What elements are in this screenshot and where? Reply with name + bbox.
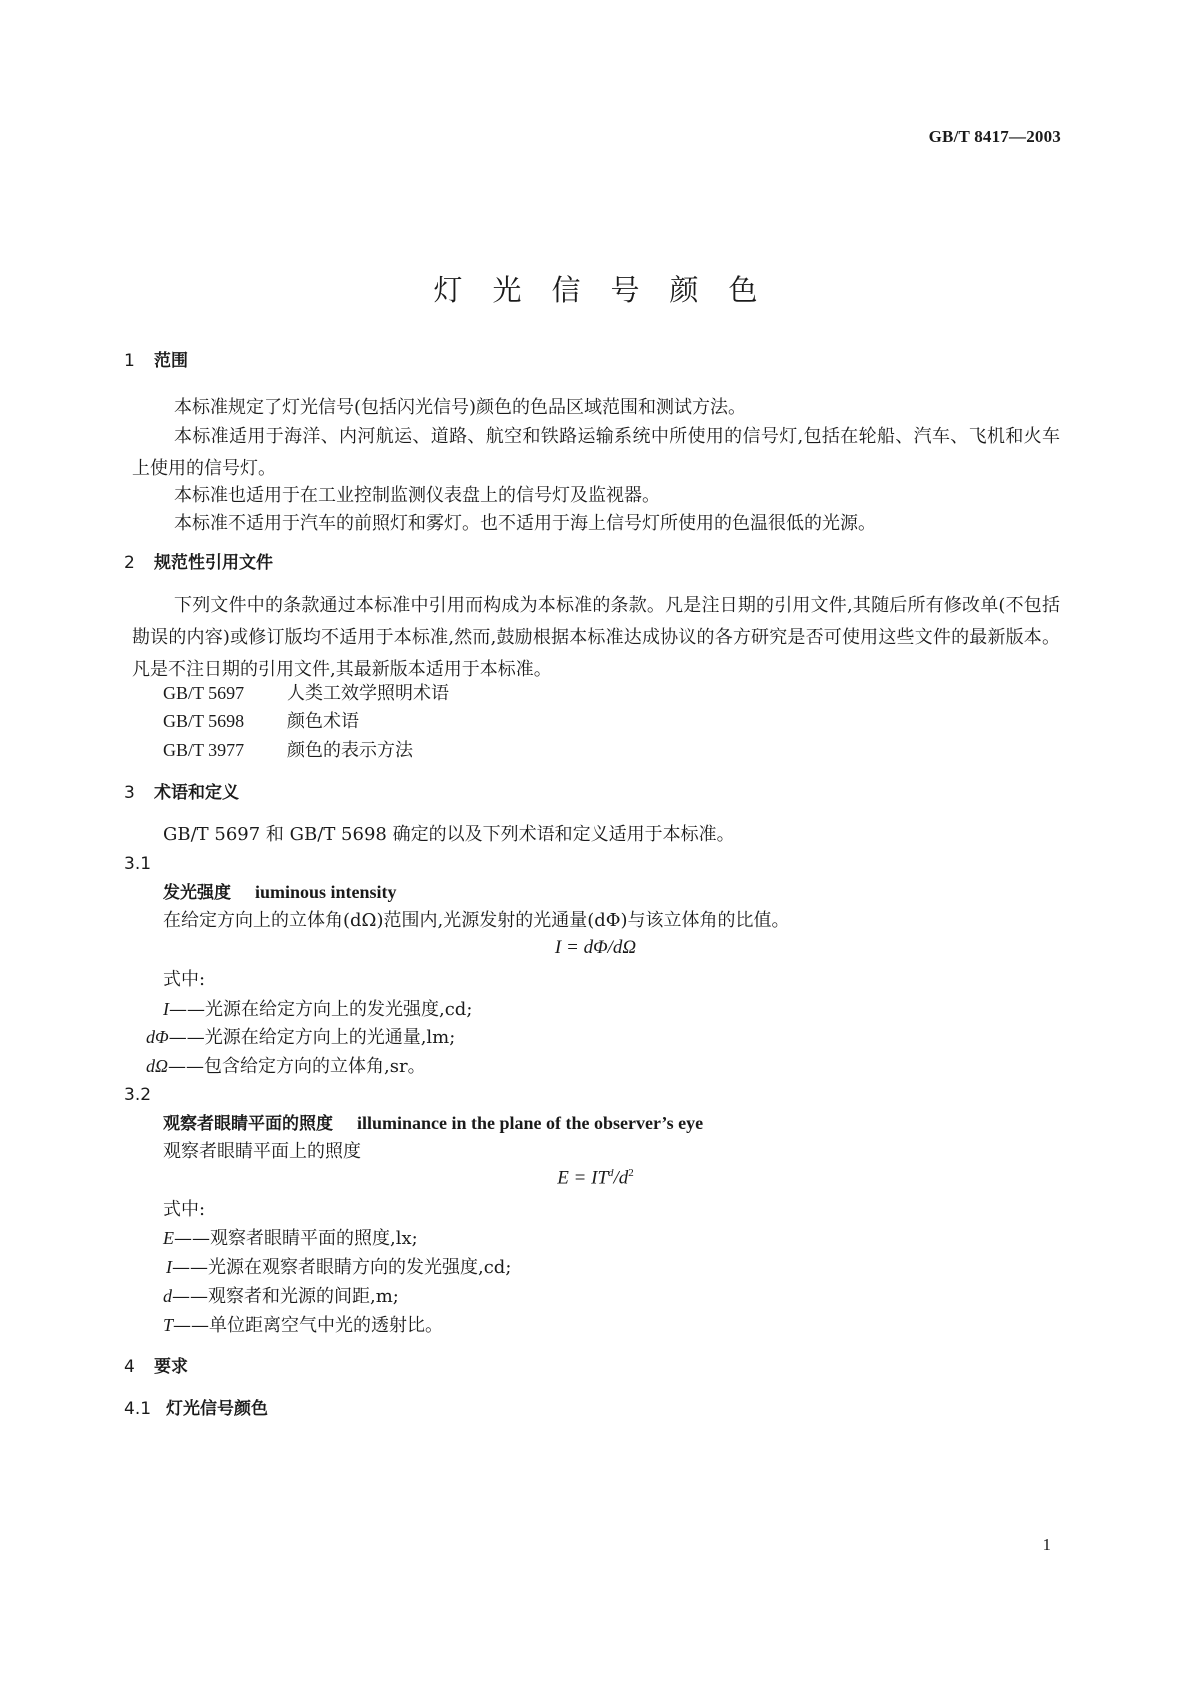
reference-item [163,737,413,764]
term-en: iuminous intensity [255,882,397,902]
subsection-4-1-heading [124,1396,268,1422]
formula-exponent: d [608,1167,614,1179]
section-title: 范围 [154,351,188,371]
symbol-description: ——观察者和光源的间距,m; [172,1286,399,1307]
term-heading [163,1110,703,1137]
symbol: E [163,1228,174,1248]
symbol-definition [163,1225,418,1252]
section-title: 术语和定义 [154,783,239,803]
standard-code: GB/T 8417—2003 [928,127,1061,146]
symbol: T [163,1315,174,1335]
section-2-heading [124,550,273,576]
symbol-description: ——观察者眼睛平面的照度,lx; [174,1228,418,1249]
symbol-description: ——单位距离空气中光的透射比。 [173,1315,444,1336]
where-label: 式中: [163,969,206,990]
symbol-description: ——光源在给定方向上的发光强度,cd; [169,999,473,1020]
formula-base: E = IT [557,1167,609,1189]
reference-name: 人类工效学照明术语 [287,683,449,704]
symbol-definition [146,1024,455,1051]
reference-code: GB/T 3977 [163,740,245,760]
section-3-heading [124,780,239,806]
section-2-paragraph: 下列文件中的条款通过本标准中引用而构成为本标准的条款。凡是注日期的引用文件,其随后所有修改单(不包括勘误的内容)或修订版均不适用于本标准,然而,鼓励根据本标准达成协议的各方研究是否可使用这些文件的最新版本。凡是不注日期的引用文件,其最新版本适用于本标准。 [132,595,1060,680]
reference-code: GB/T 5698 [163,711,245,731]
symbol-description: ——光源在观察者眼睛方向的发光强度,cd; [172,1257,512,1278]
reference-name: 颜色的表示方法 [287,740,413,761]
term-cn: 观察者眼睛平面的照度 [163,1114,333,1134]
term-definition: 在给定方向上的立体角(dΩ)范围内,光源发射的光通量(dΦ)与该立体角的比值。 [163,910,790,931]
symbol: d [163,1286,172,1306]
term-en: illuminance in the plane of the observer’s eye [357,1113,704,1133]
reference-name: 颜色术语 [287,711,359,732]
section-number: 3 [124,783,135,803]
term-number: 3.2 [124,1085,152,1105]
formula-exponent: 2 [628,1167,634,1179]
section-number: 2 [124,553,135,573]
reference-code: GB/T 5697 [163,683,245,703]
formula-middle: /d [613,1167,629,1189]
section-title: 要求 [154,1357,188,1377]
where-label: 式中: [163,1199,206,1220]
section-number: 4 [124,1357,135,1377]
section-3-intro: GB/T 5697 和 GB/T 5698 确定的以及下列术语和定义适用于本标准。 [163,824,735,845]
section-1-paragraph-3: 本标准也适用于在工业控制监测仪表盘上的信号灯及监视器。 [174,485,660,506]
section-1-paragraph-4: 本标准不适用于汽车的前照灯和雾灯。也不适用于海上信号灯所使用的色温很低的光源。 [174,513,876,534]
formula: I = dΦ/dΩ [554,937,637,958]
section-number: 1 [124,351,135,371]
formula [0,1167,1191,1189]
symbol-definition [163,996,472,1023]
symbol-description: ——光源在给定方向上的光通量,lm; [168,1027,456,1048]
symbol-definition [166,1254,511,1281]
symbol-description: ——包含给定方向的立体角,sr。 [168,1056,426,1077]
page-title: 灯光信号颜色 [433,273,788,307]
term-number: 3.1 [124,854,152,874]
reference-item [163,708,359,735]
section-1-heading [124,348,188,374]
term-definition: 观察者眼睛平面上的照度 [163,1141,361,1162]
reference-item [163,680,449,707]
subsection-number: 4.1 [124,1399,152,1419]
symbol-definition [146,1053,426,1080]
section-title: 规范性引用文件 [154,553,273,573]
term-heading [163,879,397,906]
term-cn: 发光强度 [163,883,231,903]
symbol: dΦ [146,1027,169,1047]
symbol: I [163,999,169,1019]
section-4-heading [124,1354,188,1380]
section-1-paragraph-1: 本标准规定了灯光信号(包括闪光信号)颜色的色品区域范围和测试方法。 [174,397,747,418]
symbol-definition [163,1283,399,1310]
symbol-definition [163,1312,443,1339]
subsection-title: 灯光信号颜色 [166,1399,268,1419]
page-number: 1 [1042,1535,1051,1554]
symbol: dΩ [146,1056,169,1076]
section-1-paragraph-2: 本标准适用于海洋、内河航运、道路、航空和铁路运输系统中所使用的信号灯,包括在轮船、汽车、飞机和火车上使用的信号灯。 [132,426,1060,479]
symbol: I [166,1257,172,1277]
